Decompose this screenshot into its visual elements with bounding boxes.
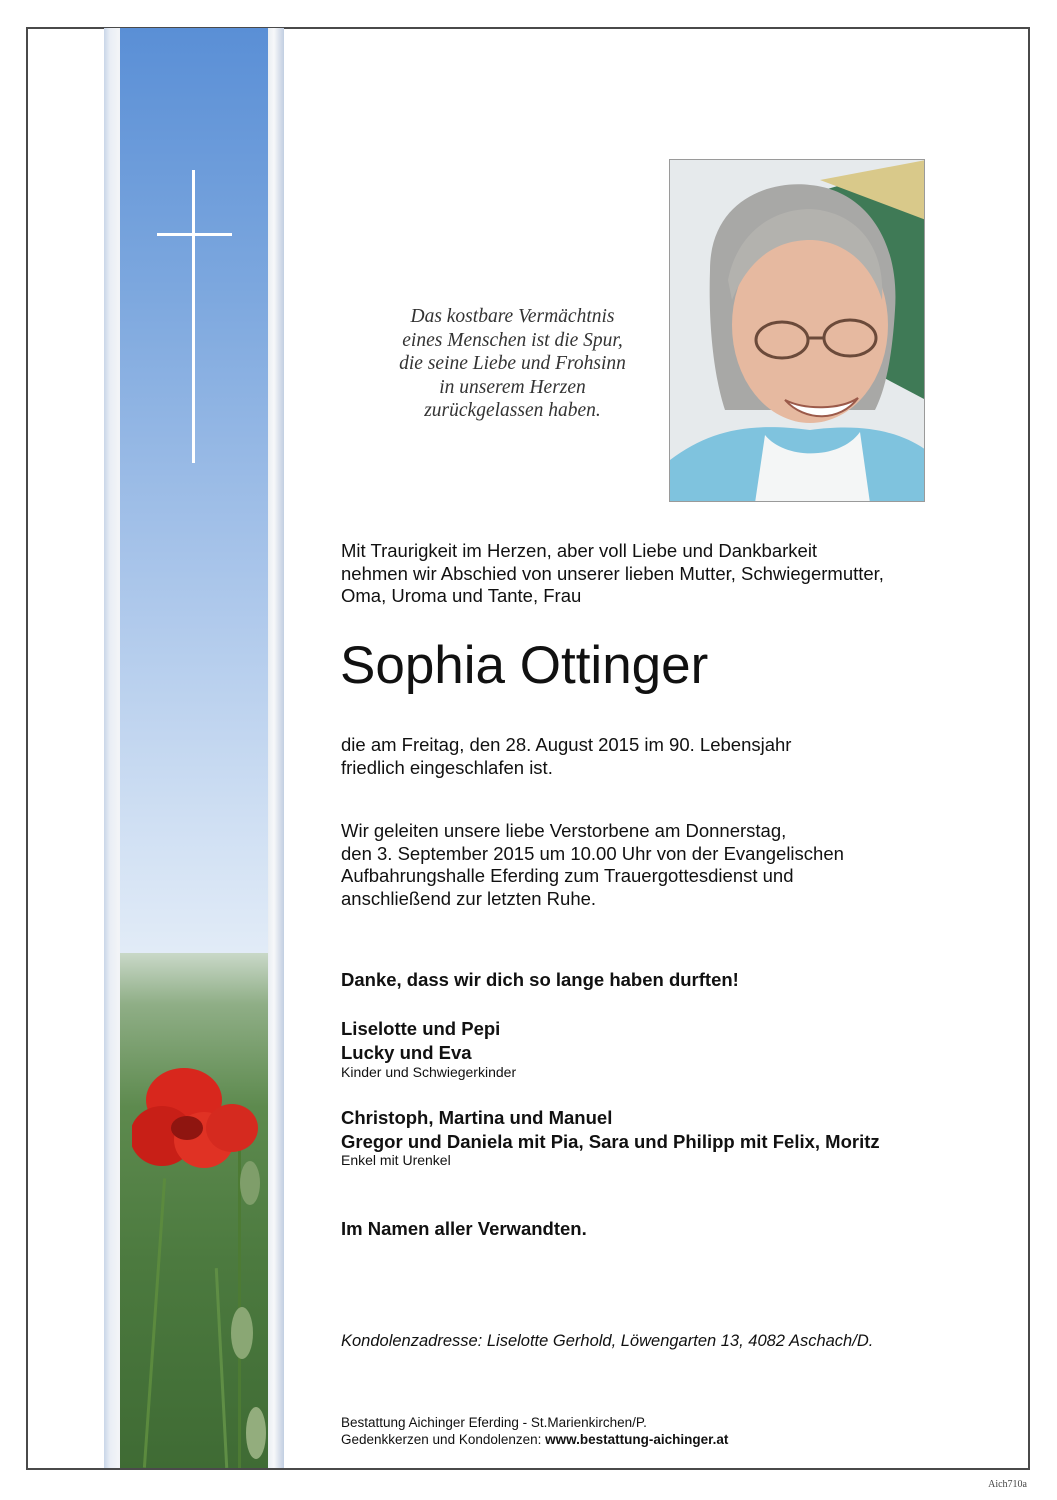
cross-icon: [192, 170, 195, 463]
footer-web-label: Gedenkkerzen und Kondolenzen:: [341, 1432, 546, 1447]
intro-line: nehmen wir Abschied von unserer lieben Mutter, Schwiegermutter,: [341, 562, 884, 584]
funeral-line: Aufbahrungshalle Eferding zum Trauergottesdienst und: [341, 865, 794, 886]
funeral-line: anschließend zur letzten Ruhe.: [341, 887, 597, 909]
intro-text: [341, 540, 884, 608]
death-line: die am Freitag, den 28. August 2015 im 90. Lebensjahr: [341, 734, 792, 755]
closing-line: Im Namen aller Verwandten.: [341, 1218, 587, 1239]
mourner-line: Christoph, Martina und Manuel: [341, 1107, 613, 1128]
mourner-line: Lucky und Eva: [341, 1042, 472, 1063]
death-notice: [341, 734, 791, 779]
relation-label: Kinder und Schwiegerkinder: [341, 1064, 517, 1080]
mourners-children: [341, 1017, 500, 1065]
quote-line: Das kostbare Vermächtnis: [410, 306, 615, 327]
side-strip-edge: [268, 28, 284, 1468]
mourner-line: Gregor und Daniela mit Pia, Sara und Philipp mit Felix, Moritz: [341, 1131, 880, 1152]
quote-line: die seine Liebe und Frohsinn: [399, 353, 626, 374]
deceased-name: Sophia Ottinger: [340, 636, 709, 695]
footer: [341, 1414, 728, 1448]
quote-line: zurückgelassen haben.: [424, 400, 601, 421]
document-code: Aich710a: [988, 1479, 1027, 1490]
intro-line: Mit Traurigkeit im Herzen, aber voll Liebe und Dankbarkeit: [341, 540, 818, 561]
portrait-photo: [669, 159, 925, 502]
poppy-bud-icon: [242, 1403, 268, 1463]
relation-label: Enkel mit Urenkel: [341, 1152, 451, 1168]
quote-line: in unserem Herzen: [439, 376, 586, 398]
intro-line: Oma, Uroma und Tante, Frau: [341, 585, 582, 606]
cross-icon-bar: [157, 233, 232, 236]
funeral-line: Wir geleiten unsere liebe Verstorbene am Donnerstag,: [341, 820, 787, 841]
mourners-grandchildren: [341, 1106, 880, 1154]
memorial-quote: [370, 305, 655, 423]
footer-website-link[interactable]: www.bestattung-aichinger.at: [545, 1432, 729, 1447]
poppy-bud-icon: [228, 1303, 258, 1363]
death-line: friedlich eingeschlafen ist.: [341, 756, 553, 778]
quote-line: eines Menschen ist die Spur,: [402, 329, 623, 351]
grass-field: [120, 953, 268, 1468]
poppy-bud-icon: [238, 1158, 266, 1208]
footer-web-line: [341, 1431, 728, 1448]
mourner-line: Liselotte und Pepi: [341, 1018, 501, 1039]
funeral-notice: [341, 820, 844, 910]
funeral-line: den 3. September 2015 um 10.00 Uhr von der Evangelischen: [341, 842, 844, 864]
thanks-heading: Danke, dass wir dich so lange haben durften!: [341, 969, 739, 990]
footer-company: Bestattung Aichinger Eferding - St.Marienkirchen/P.: [341, 1415, 647, 1430]
condolence-address: Kondolenzadresse: Liselotte Gerhold, Löwengarten 13, 4082 Aschach/D.: [341, 1332, 874, 1350]
